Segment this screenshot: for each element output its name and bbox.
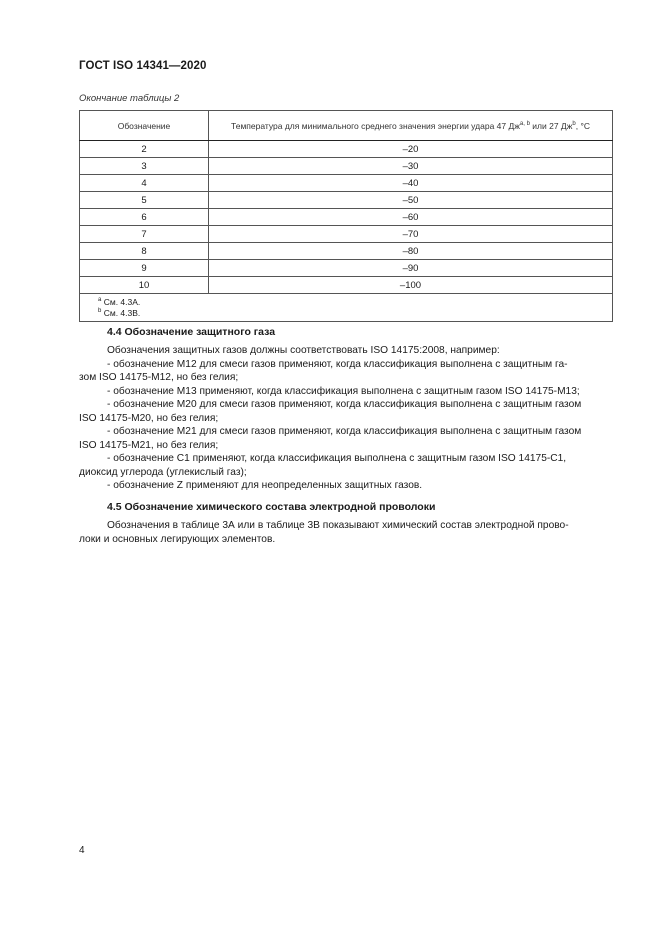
designation-cell: 6 xyxy=(80,209,209,226)
footnote-a xyxy=(98,297,612,308)
table-footnotes-row xyxy=(80,294,613,322)
column-header-temperature-unit: , °C xyxy=(575,120,590,131)
column-header-temperature xyxy=(209,111,613,141)
table-footnotes xyxy=(80,294,613,322)
temperature-cell: –70 xyxy=(209,226,613,243)
section-4-5-text-cont: локи и основных легирующих элементов. xyxy=(79,533,276,545)
footnote-ref-ab: a, b xyxy=(519,120,530,127)
section-4-4-body xyxy=(79,344,613,493)
section-4-5-text: Обозначения в таблице 3А или в таблице 3В показывают химический состав электродной прово- xyxy=(107,520,569,531)
shielding-gas-item-m21-cont: ISO 14175-M21, но без гелия; xyxy=(79,439,219,451)
footnote-mark-a: a xyxy=(98,297,102,304)
column-header-temperature-alt: или 27 Дж xyxy=(529,120,573,131)
shielding-gas-item-m12: - обозначение М12 для смеси газов применяют, когда классификация выполнена с защитным га- xyxy=(107,358,568,370)
footnote-mark-b: b xyxy=(98,308,102,315)
designation-cell: 9 xyxy=(80,260,209,277)
shielding-gas-item-c1-cont: диоксид углерода (углекислый газ); xyxy=(79,466,247,478)
temperature-cell: –90 xyxy=(209,260,613,277)
temperature-cell: –50 xyxy=(209,192,613,209)
shielding-gas-item-m13: - обозначение М13 применяют, когда классификация выполнена с защитным газом ISO 14175-M13; xyxy=(107,385,580,397)
shielding-gas-item-m12-cont: зом ISO 14175-M12, но без гелия; xyxy=(79,372,239,383)
column-header-temperature-text: Температура для минимального среднего значения энергии удара 47 Дж xyxy=(231,120,520,131)
section-4-5-heading: 4.5 Обозначение химического состава электродной проволоки xyxy=(107,501,436,513)
table-row xyxy=(80,277,613,294)
table-caption: Окончание таблицы 2 xyxy=(79,93,180,104)
column-header-designation: Обозначение xyxy=(80,111,209,141)
footnote-ref-b: b xyxy=(572,120,576,127)
temperature-cell: –60 xyxy=(209,209,613,226)
table-row xyxy=(80,226,613,243)
shielding-gas-item-z: - обозначение Z применяют для неопределенных защитных газов. xyxy=(107,480,423,491)
temperature-cell: –30 xyxy=(209,158,613,175)
footnote-text-b: См. 4.3В. xyxy=(101,308,141,318)
temperature-cell: –40 xyxy=(209,175,613,192)
designation-cell: 8 xyxy=(80,243,209,260)
table-row xyxy=(80,175,613,192)
temperature-designation-table xyxy=(79,110,613,322)
table-row xyxy=(80,209,613,226)
designation-cell: 5 xyxy=(80,192,209,209)
temperature-cell: –100 xyxy=(209,277,613,294)
table-row xyxy=(80,243,613,260)
designation-cell: 4 xyxy=(80,175,209,192)
document-standard-code: ГОСТ ISO 14341—2020 xyxy=(79,60,207,72)
designation-cell: 7 xyxy=(80,226,209,243)
designation-cell: 2 xyxy=(80,141,209,158)
page-number: 4 xyxy=(79,845,85,856)
shielding-gas-item-c1: - обозначение С1 применяют, когда классификация выполнена с защитным газом ISO 14175-C1, xyxy=(107,453,567,464)
designation-cell: 3 xyxy=(80,158,209,175)
table-row xyxy=(80,141,613,158)
table-row xyxy=(80,260,613,277)
table-header-row xyxy=(80,111,613,141)
shielding-gas-item-m20: - обозначение М20 для смеси газов применяют, когда классификация выполнена с защитным газом xyxy=(107,399,582,410)
section-4-4-intro: Обозначения защитных газов должны соответствовать ISO 14175:2008, например: xyxy=(107,345,500,356)
table-row xyxy=(80,192,613,209)
shielding-gas-item-m20-cont: ISO 14175-M20, но без гелия; xyxy=(79,412,219,424)
temperature-cell: –20 xyxy=(209,141,613,158)
designation-cell: 10 xyxy=(80,277,209,294)
table-row xyxy=(80,158,613,175)
temperature-cell: –80 xyxy=(209,243,613,260)
footnote-text-a: См. 4.3А. xyxy=(101,297,141,307)
shielding-gas-item-m21: - обозначение М21 для смеси газов применяют, когда классификация выполнена с защитным газом xyxy=(107,426,582,437)
section-4-5-body xyxy=(79,519,613,546)
footnote-b xyxy=(98,308,612,319)
section-4-4-heading: 4.4 Обозначение защитного газа xyxy=(107,326,276,338)
